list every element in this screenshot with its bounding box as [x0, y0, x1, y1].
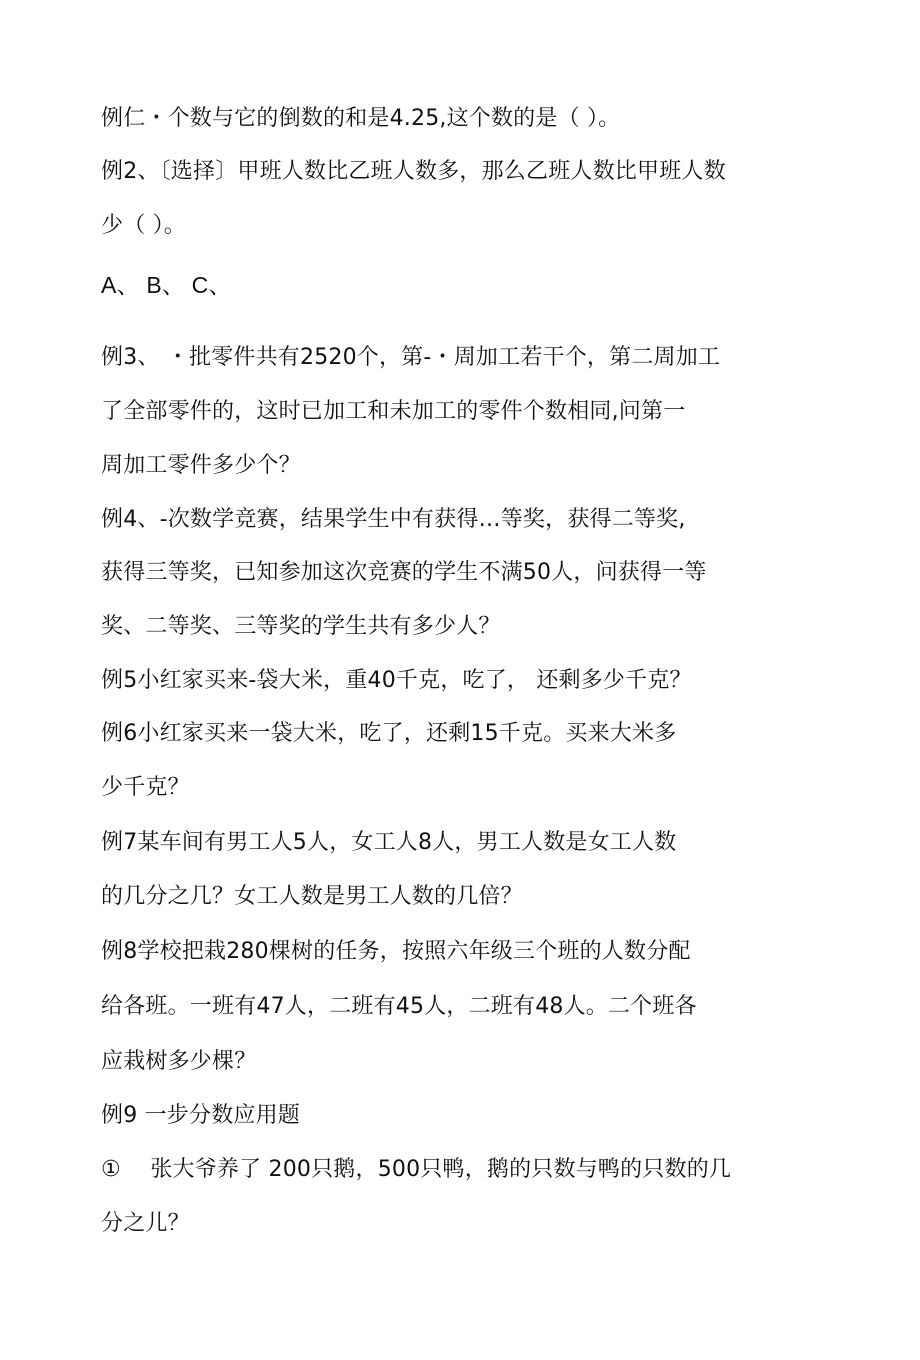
example-9-heading: 例9 一步分数应用题: [101, 1103, 300, 1128]
example-2-choices: A、 B、 C、: [101, 272, 232, 298]
example-1-line: 例仁・个数与它的倒数的和是4.25,这个数的是（ ）。: [101, 106, 621, 131]
example-6-line-1: 例6小红家买来一袋大米，吃了，还剩15千克。买来大米多: [101, 721, 677, 746]
example-8-line-1: 例8学校把栽280棵树的任务，按照六年级三个班的人数分配: [101, 939, 691, 964]
example-9-item-1-line-1: ① 张大爷养了 200只鹅，500只鸭，鹅的只数与鸭的只数的几: [101, 1157, 732, 1182]
example-9-item-1-line-2: 分之儿？: [101, 1211, 190, 1236]
example-8-line-2: 给各班。一班有47人，二班有45人，二班有48人。二个班各: [101, 994, 697, 1019]
example-3-line-3: 周加工零件多少个？: [101, 453, 301, 478]
example-8-line-3: 应栽树多少棵？: [101, 1049, 257, 1074]
example-2-line-2: 少（ ）。: [101, 213, 186, 238]
example-3-line-1: 例3、 ・批零件共有2520个，第-・周加工若干个，第二周加工: [101, 345, 721, 370]
example-7-line-1: 例7某车间有男工人5人，女工人8人，男工人数是女工人数: [101, 830, 677, 855]
example-5-line: 例5小红家买来-袋大米，重40千克，吃了， 还剩多少千克？: [101, 668, 692, 693]
example-3-line-2: 了全部零件的，这时已加工和未加工的零件个数相同,问第一: [101, 399, 686, 424]
example-4-line-2: 获得三等奖，已知参加这次竞赛的学生不满50人，问获得一等: [101, 560, 707, 585]
example-6-line-2: 少千克？: [101, 775, 190, 800]
example-2-line-1: 例2、〔选择〕甲班人数比乙班人数多，那么乙班人数比甲班人数: [101, 159, 726, 184]
example-7-line-2: 的几分之几？女工人数是男工人数的几倍？: [101, 884, 523, 909]
example-4-line-1: 例4、-次数学竞赛，结果学生中有获得…等奖，获得二等奖,: [101, 507, 686, 532]
example-4-line-3: 奖、二等奖、三等奖的学生共有多少人？: [101, 614, 501, 639]
